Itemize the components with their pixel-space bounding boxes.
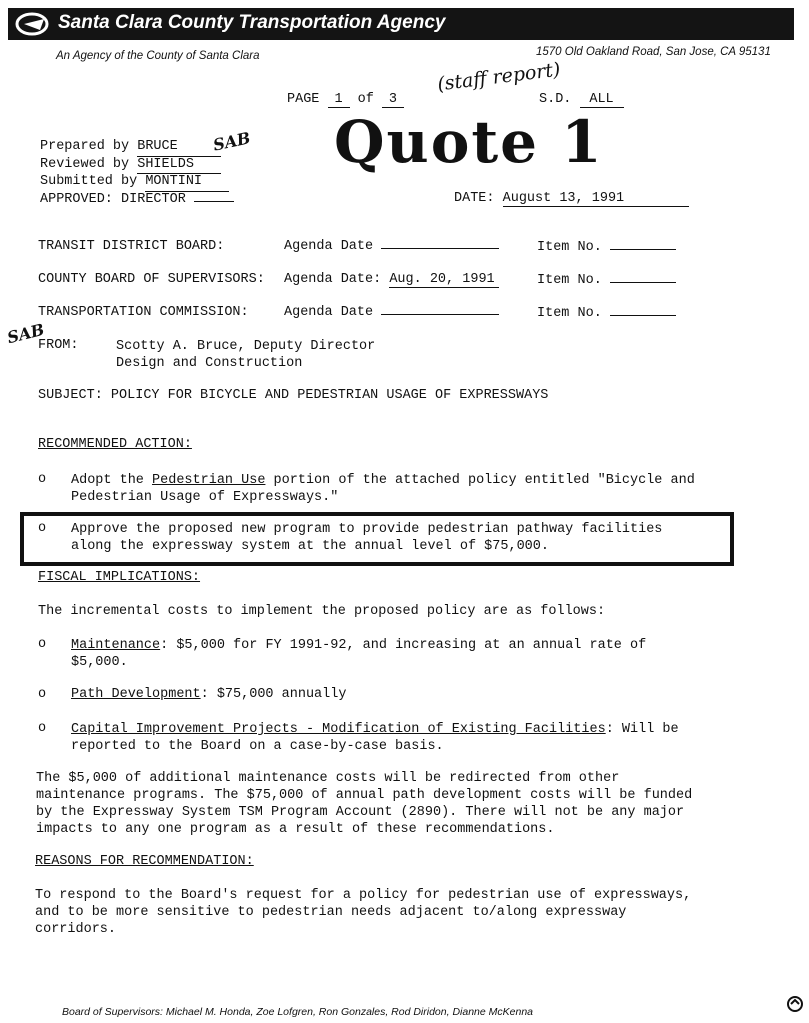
staff-report-note: (staff report) bbox=[436, 58, 562, 96]
signoff-block bbox=[40, 139, 234, 208]
agenda-date-label: Agenda Date bbox=[284, 305, 374, 320]
reasons-heading: REASONS FOR RECOMMENDATION: bbox=[35, 854, 254, 869]
bullet-marker: o bbox=[38, 637, 47, 652]
item1-pre: Adopt the bbox=[71, 473, 153, 488]
fiscal-cip bbox=[71, 721, 731, 755]
reasons-text: To respond to the Board's request for a policy for pedestrian use of expressways, and to be more sensitive to pedestrian needs adjacent to/along expressway corridors. bbox=[35, 888, 692, 937]
bullet-marker: o bbox=[38, 521, 47, 536]
item1-post: portion of the attached policy entitled "Bicycle and Pedestrian Usage of Expressways." bbox=[71, 473, 695, 505]
prepared-label: Prepared by bbox=[40, 139, 130, 154]
item-no-label: Item No. bbox=[537, 240, 602, 255]
fiscal-summary: The $5,000 of additional maintenance costs will be redirected from other maintenance programs. The $75,000 of annual path development costs will be funded by the Expressway System TSM Program Account (2890). There will not be any major impacts to any one program as a result of these recommendations. bbox=[36, 771, 693, 837]
approved-blank bbox=[194, 201, 234, 202]
initials-handwritten: SAB bbox=[211, 128, 253, 155]
page-label: PAGE bbox=[287, 92, 320, 107]
quote-annotation: Quote 1 bbox=[334, 108, 604, 176]
agenda-date-label: Agenda Date bbox=[284, 239, 374, 254]
bullet-marker: o bbox=[38, 472, 47, 487]
maintenance-label: Maintenance bbox=[71, 638, 161, 653]
fiscal-heading: FISCAL IMPLICATIONS: bbox=[38, 570, 201, 585]
agenda-date-label: Agenda Date: bbox=[284, 272, 382, 287]
item-no-blank bbox=[610, 315, 676, 316]
from-name: Scotty A. Bruce, Deputy Director bbox=[116, 339, 376, 354]
approved-label: APPROVED: DIRECTOR bbox=[40, 191, 186, 207]
path-development-text: : $75,000 annually bbox=[200, 687, 347, 702]
agency-logo-icon bbox=[14, 10, 54, 38]
subject-label: SUBJECT: bbox=[38, 388, 103, 403]
sd-field bbox=[539, 92, 624, 108]
board-footer: Board of Supervisors: Michael M. Honda, Zoe Lofgren, Ron Gonzales, Rod Diridon, Dianne McKenna bbox=[62, 1006, 533, 1018]
prepared-by: BRUCE bbox=[137, 139, 221, 157]
item-no-transit bbox=[537, 240, 676, 255]
agenda-body: COUNTY BOARD OF SUPERVISORS: bbox=[38, 272, 265, 287]
agenda-row-supervisors bbox=[38, 272, 499, 288]
recommended-item-2: Approve the proposed new program to provide pedestrian pathway facilities along the expressway system at the annual level of $75,000. bbox=[71, 522, 663, 554]
sd-label: S.D. bbox=[539, 92, 572, 107]
item-no-commission bbox=[537, 306, 676, 321]
agenda-row-commission bbox=[38, 305, 499, 320]
agenda-date-value bbox=[381, 314, 499, 315]
agenda-body: TRANSIT DISTRICT BOARD: bbox=[38, 239, 225, 254]
bullet-marker: o bbox=[38, 721, 47, 736]
pedestrian-use-text: Pedestrian Use bbox=[152, 473, 266, 488]
page-total: 3 bbox=[382, 92, 404, 108]
item-no-label: Item No. bbox=[537, 273, 602, 288]
recommended-item-1 bbox=[71, 472, 721, 506]
fiscal-path bbox=[71, 687, 346, 702]
path-development-label: Path Development bbox=[71, 687, 201, 702]
page-of: of bbox=[357, 92, 374, 107]
item-no-supervisors bbox=[537, 273, 676, 288]
agency-subtitle: An Agency of the County of Santa Clara bbox=[56, 50, 260, 62]
fiscal-maintenance bbox=[71, 637, 691, 671]
agenda-row-transit bbox=[38, 239, 499, 254]
recommended-heading: RECOMMENDED ACTION: bbox=[38, 437, 192, 452]
from-block bbox=[116, 338, 375, 372]
subject-line bbox=[38, 388, 548, 403]
agenda-body: TRANSPORTATION COMMISSION: bbox=[38, 305, 249, 320]
recycle-icon bbox=[786, 995, 804, 1013]
date-label: DATE: bbox=[454, 191, 495, 206]
page-number: 1 bbox=[328, 92, 350, 108]
date-value: August 13, 1991 bbox=[503, 191, 689, 207]
cip-label: Capital Improvement Projects - Modification of Existing Facilities bbox=[71, 722, 606, 737]
submitted-by: MONTINI bbox=[145, 174, 229, 192]
cip-text: : Will be reported to the Board on a case-by-case basis. bbox=[71, 722, 679, 754]
item-no-label: Item No. bbox=[537, 306, 602, 321]
reviewed-label: Reviewed by bbox=[40, 156, 130, 172]
submitted-label: Submitted by bbox=[40, 174, 138, 189]
from-initials-handwritten: SAB bbox=[5, 319, 47, 348]
date-field bbox=[454, 191, 689, 207]
item-no-blank bbox=[610, 282, 676, 283]
subject-text: POLICY FOR BICYCLE AND PEDESTRIAN USAGE OF EXPRESSWAYS bbox=[110, 388, 549, 403]
reviewed-by: SHIELDS bbox=[137, 157, 221, 175]
from-department: Design and Construction bbox=[116, 356, 303, 371]
from-label: FROM: bbox=[38, 338, 79, 353]
sd-value: ALL bbox=[580, 92, 624, 108]
fiscal-intro: The incremental costs to implement the proposed policy are as follows: bbox=[38, 604, 606, 619]
agency-title: Santa Clara County Transportation Agency bbox=[58, 12, 446, 33]
agency-address: 1570 Old Oakland Road, San Jose, CA 95131 bbox=[536, 46, 771, 58]
agenda-date-value bbox=[381, 248, 499, 249]
bullet-marker: o bbox=[38, 687, 47, 702]
item-no-blank bbox=[610, 249, 676, 250]
maintenance-text: : $5,000 for FY 1991-92, and increasing at an annual rate of $5,000. bbox=[71, 638, 647, 670]
page-indicator bbox=[287, 92, 404, 108]
agenda-date-value: Aug. 20, 1991 bbox=[389, 272, 499, 288]
